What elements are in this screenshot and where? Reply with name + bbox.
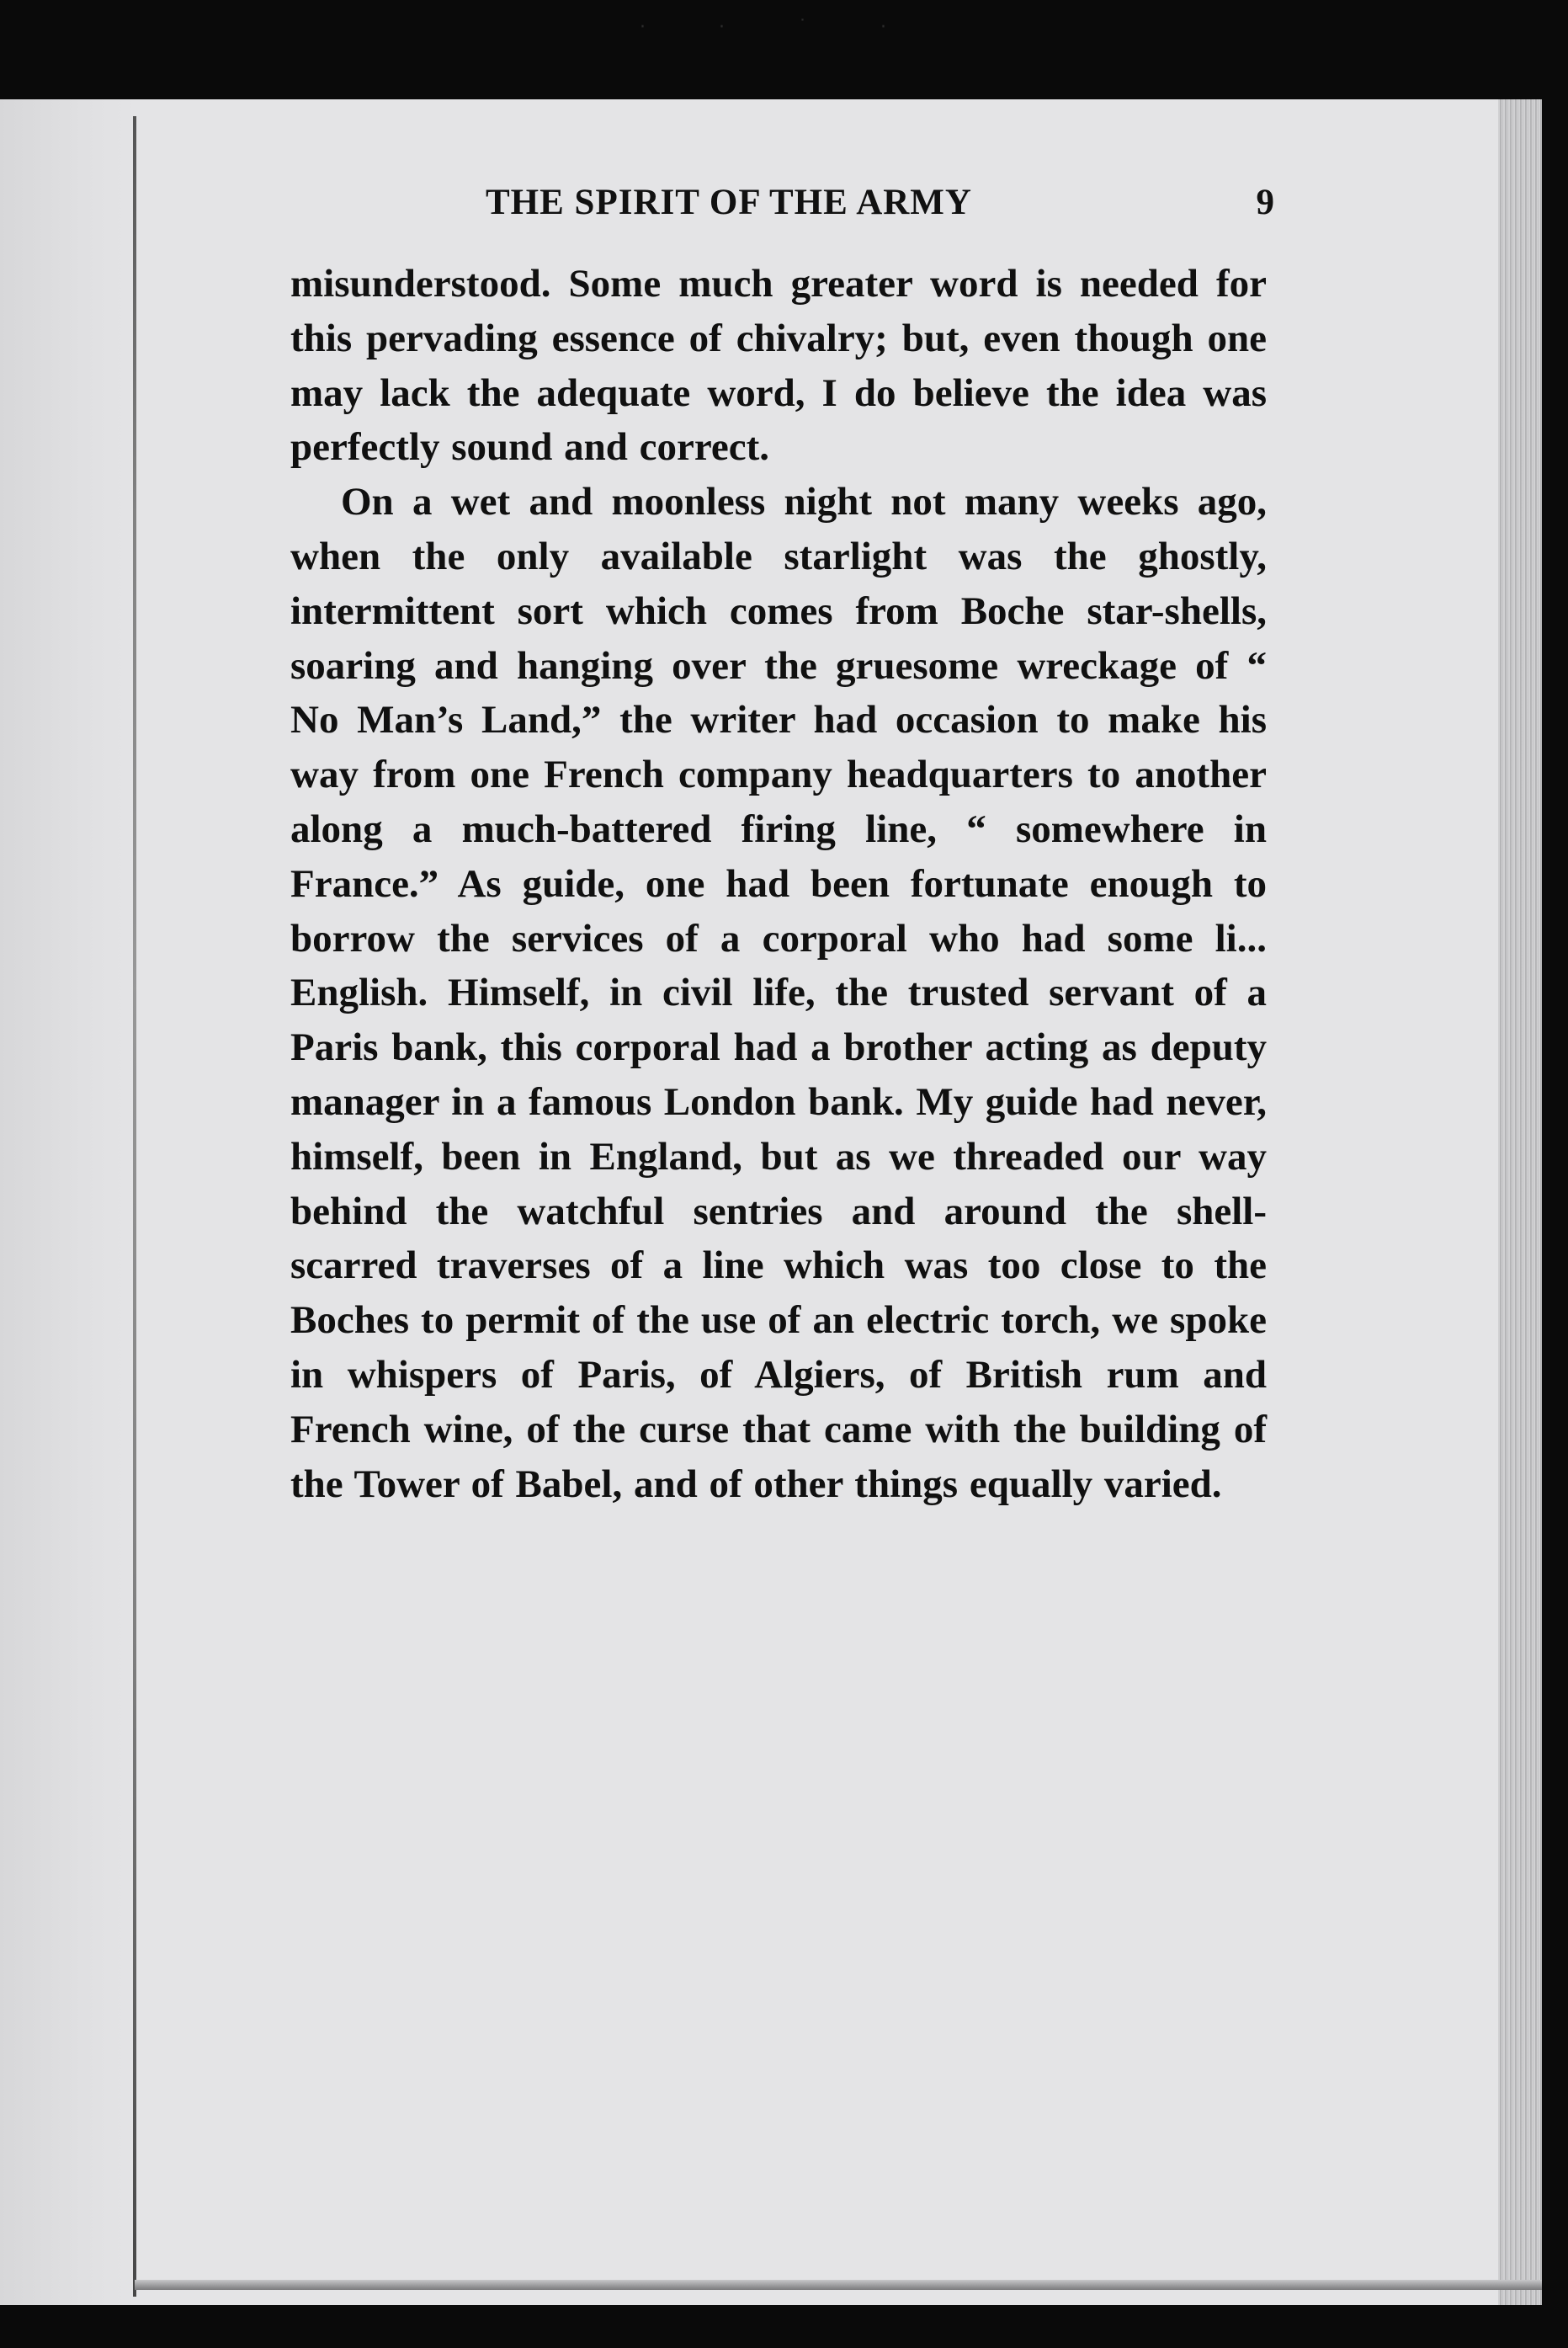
page-bottom-edge: [135, 2280, 1542, 2290]
scan-dust-specks: · · ˙ ·: [640, 17, 920, 38]
binding-gutter: [0, 99, 139, 2305]
paragraph-2: On a wet and moonless night not many weeks ago, when the only available starlight was the ghostly, intermittent sort which comes from Boche star-shells, soaring and hanging over the gruesome wreckage of “ No Man’s Land,” the writer had occasion to make his way from one French company headquarters to another along a much-battered firing line, “ somewhere in France.” As guide, one had been fortunate enough to borrow the services of a corporal who had some li... English. Himself, in civil life, the trusted servant of a Paris bank, this corporal had a brother acting as deputy manager in a famous London bank. My guide had never, himself, been in England, but as we threaded our way behind the watchful sentries and around the shell-scarred traverses of a line which was too close to the Boches to permit of the use of an electric torch, we spoke in whispers of Paris, of Algiers, of British rum and French wine, of the curse that came with the building of the Tower of Babel, and of other things equally varied.: [290, 480, 1267, 1506]
running-title: THE SPIRIT OF THE ARMY: [486, 183, 972, 222]
running-head: [290, 182, 1275, 258]
body-text: [290, 257, 1267, 1511]
binding-shadow-line: [133, 116, 136, 2297]
page-number: 9: [1256, 183, 1275, 222]
paragraph-1: misunderstood. Some much greater word is needed for this pervading essence of chivalry; but, even though one may lack the adequate word, I do believe the idea was perfectly sound and correct.: [290, 262, 1267, 470]
page-edge-stack: [1498, 99, 1542, 2305]
